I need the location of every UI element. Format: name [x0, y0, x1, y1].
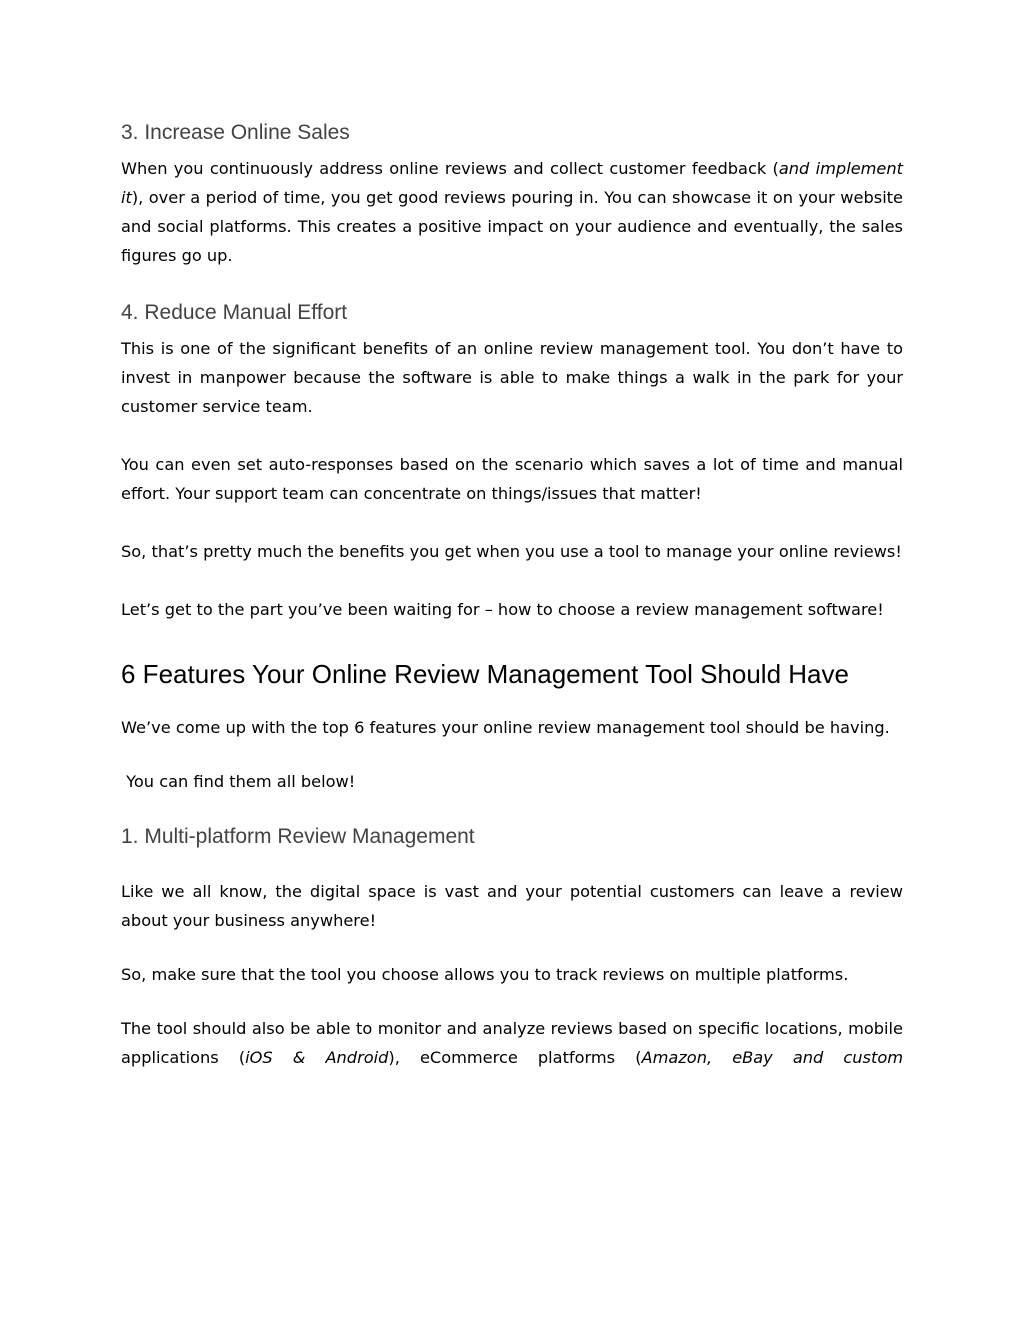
- paragraph-multi-platform-1: Like we all know, the digital space is vast and your potential customers can leave a review about your business anywhere!: [121, 882, 903, 930]
- paragraph-text: The tool should also be able to monitor and analyze reviews based on specific locations, mobile applications (: [121, 1019, 903, 1067]
- paragraph-reduce-effort-2: You can even set auto-responses based on the scenario which saves a lot of time and manual effort. Your support team can concentrate on things/issues that matter!: [121, 455, 903, 503]
- document-page: [121, 118, 903, 1072]
- paragraph-text: ), eCommerce platforms (: [388, 1048, 642, 1067]
- heading-increase-online-sales: 3. Increase Online Sales: [121, 121, 350, 144]
- paragraph-reduce-effort-4: Let’s get to the part you’ve been waiting for – how to choose a review management software!: [121, 600, 884, 619]
- paragraph-text: ), over a period of time, you get good reviews pouring in. You can showcase it on your website and social platforms. This creates a positive impact on your audience and eventually, the sales figures go up.: [121, 188, 903, 265]
- heading-reduce-manual-effort: 4. Reduce Manual Effort: [121, 301, 348, 324]
- heading-six-features: 6 Features Your Online Review Management Tool Should Have: [121, 659, 849, 689]
- paragraph-reduce-effort-1: This is one of the significant benefits of an online review management tool. You don’t have to invest in manpower because the software is able to make things a walk in the park for your customer service team.: [121, 339, 903, 416]
- emphasis-text: Amazon, eBay and custom: [641, 1048, 904, 1067]
- paragraph-increase-sales: [121, 154, 903, 270]
- paragraph-reduce-effort-3: So, that’s pretty much the benefits you get when you use a tool to manage your online reviews!: [121, 542, 902, 561]
- paragraph-multi-platform-2: So, make sure that the tool you choose allows you to track reviews on multiple platforms.: [121, 965, 849, 984]
- paragraph-features-2: You can find them all below!: [121, 772, 356, 791]
- emphasis-text: iOS & Android: [245, 1048, 389, 1067]
- heading-multi-platform: 1. Multi-platform Review Management: [121, 825, 475, 848]
- paragraph-text: When you continuously address online reviews and collect customer feedback (: [121, 159, 779, 178]
- paragraph-features-1: We’ve come up with the top 6 features your online review management tool should be having.: [121, 718, 890, 737]
- emphasis-text: and implement it: [121, 159, 903, 207]
- paragraph-multi-platform-3: [121, 1014, 903, 1072]
